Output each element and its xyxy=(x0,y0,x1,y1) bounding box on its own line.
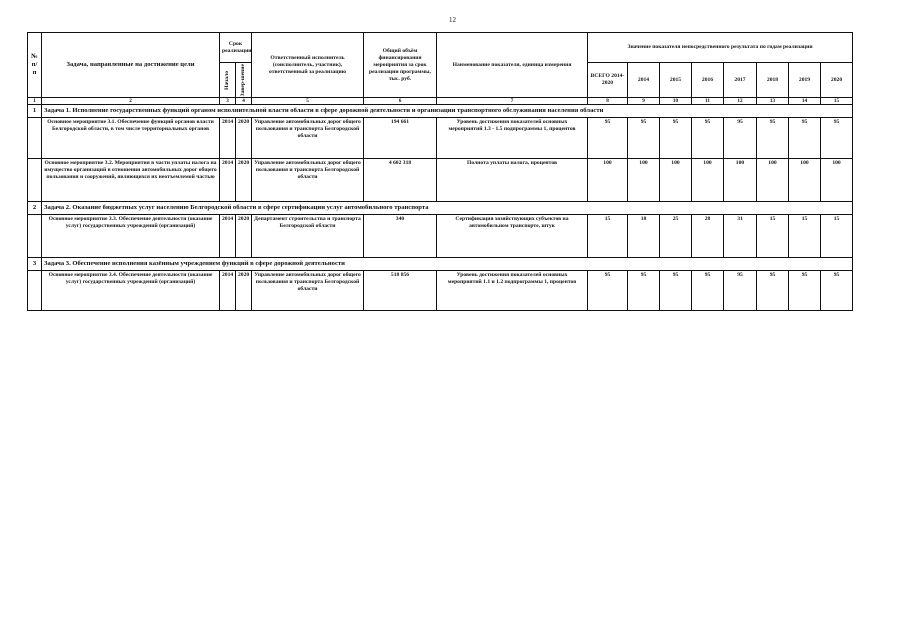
column-number: 10 xyxy=(660,98,692,105)
header-year: 2017 xyxy=(724,63,757,98)
value-year: 100 xyxy=(821,159,853,202)
indicator-name: Уровень достижения показателей основных мероприятий 1.3 - 1.5 подпрограммы 1, процентов xyxy=(437,118,588,159)
column-number: 6 xyxy=(364,98,437,105)
header-year: 2019 xyxy=(789,63,821,98)
header-indicator: Наименование показателя, единица измерения xyxy=(437,33,588,98)
term-start: 2014 xyxy=(220,118,236,159)
task-number: 2 xyxy=(28,202,42,215)
indicator-name: Полнота уплаты налога, процентов xyxy=(437,159,588,202)
term-end: 2020 xyxy=(236,271,252,311)
value-year: 95 xyxy=(757,118,789,159)
column-number: 8 xyxy=(588,98,628,105)
header-year: 2014 xyxy=(628,63,660,98)
column-number: 1 xyxy=(28,98,42,105)
indicator-name: Сертификация хозяйствующих субъектов на автомобильном транспорте, штук xyxy=(437,215,588,258)
task-title: Задача 2. Оказание бюджетных услуг населению Белгородской области в сфере сертификации услуг автомобильного транспорта xyxy=(42,202,853,215)
value-year: 31 xyxy=(724,215,757,258)
header-year: 2016 xyxy=(692,63,724,98)
term-start: 2014 xyxy=(220,271,236,311)
task-number: 3 xyxy=(28,258,42,271)
header-volume: Общий объём финансирования мероприятия за срок реализации программы, тыс. руб. xyxy=(364,33,437,98)
header-executor: Ответственный исполнитель (соисполнитель, участник), ответственный за реализацию xyxy=(252,33,364,98)
term-start: 2014 xyxy=(220,215,236,258)
value-total: 15 xyxy=(588,215,628,258)
column-number: 15 xyxy=(821,98,853,105)
term-end: 2020 xyxy=(236,159,252,202)
task-row xyxy=(28,258,853,271)
column-number-row xyxy=(28,98,853,105)
column-number: 2 xyxy=(42,98,220,105)
funding-volume: 194 661 xyxy=(364,118,437,159)
table-row xyxy=(28,215,853,258)
table-row xyxy=(28,118,853,159)
value-year: 95 xyxy=(692,271,724,311)
table-row xyxy=(28,271,853,311)
value-year: 15 xyxy=(789,215,821,258)
executor: Управление автомобильных дорог общего пользования и транспорта Белгородской области xyxy=(252,271,364,311)
value-total: 95 xyxy=(588,271,628,311)
value-year: 15 xyxy=(757,215,789,258)
value-year: 95 xyxy=(724,118,757,159)
header-total: ВСЕГО 2014-2020 xyxy=(588,63,628,98)
value-year: 95 xyxy=(660,271,692,311)
value-year: 95 xyxy=(821,118,853,159)
header-task: Задача, направленные на достижение цели xyxy=(42,33,220,98)
value-total: 95 xyxy=(588,118,628,159)
task-title: Задача 3. Обеспечение исполнения казённым учреждением функций в сфере дорожной деятельности xyxy=(42,258,853,271)
value-year: 100 xyxy=(692,159,724,202)
executor: Управление автомобильных дорог общего пользования и транспорта Белгородской области xyxy=(252,159,364,202)
measure-name: Основное мероприятие 3.4. Обеспечение деятельности (оказание услуг) государственных учреждений (организаций) xyxy=(42,271,220,311)
value-year: 95 xyxy=(789,271,821,311)
term-start: 2014 xyxy=(220,159,236,202)
value-total: 100 xyxy=(588,159,628,202)
column-number: 12 xyxy=(724,98,757,105)
column-number: 14 xyxy=(789,98,821,105)
value-year: 15 xyxy=(821,215,853,258)
column-number: 5 xyxy=(252,98,364,105)
value-year: 95 xyxy=(821,271,853,311)
value-year: 100 xyxy=(660,159,692,202)
value-year: 100 xyxy=(724,159,757,202)
header-values-group: Значение показателя непосредственного результата по годам реализации xyxy=(588,33,853,63)
task-title: Задача 1. Исполнение государственных функций органом исполнительной власти области в сфере дорожной деятельности и организации транспортного обслуживания населения области xyxy=(42,105,853,118)
value-year: 18 xyxy=(628,215,660,258)
header-term-start: Начало xyxy=(220,63,236,98)
task-row xyxy=(28,202,853,215)
column-number: 3 xyxy=(220,98,236,105)
header-num: № п/п xyxy=(28,33,42,98)
funding-volume: 518 856 xyxy=(364,271,437,311)
value-year: 95 xyxy=(628,271,660,311)
header-year: 2018 xyxy=(757,63,789,98)
header-term-end: Завер-шение xyxy=(236,63,252,98)
value-year: 100 xyxy=(628,159,660,202)
column-number: 7 xyxy=(437,98,588,105)
table-row xyxy=(28,159,853,202)
executor: Департамент строительства и транспорта Белгородской области xyxy=(252,215,364,258)
value-year: 95 xyxy=(757,271,789,311)
value-year: 100 xyxy=(789,159,821,202)
value-year: 95 xyxy=(724,271,757,311)
funding-volume: 4 602 318 xyxy=(364,159,437,202)
results-table xyxy=(27,32,853,311)
column-number: 9 xyxy=(628,98,660,105)
value-year: 25 xyxy=(660,215,692,258)
value-year: 95 xyxy=(660,118,692,159)
measure-name: Основное мероприятие 3.1. Обеспечение функций органов власти Белгородской области, в том числе территориальных органов xyxy=(42,118,220,159)
measure-name: Основное мероприятие 3.3. Обеспечение деятельности (оказание услуг) государственных учреждений (организаций) xyxy=(42,215,220,258)
header-year: 2015 xyxy=(660,63,692,98)
header-year: 2020 xyxy=(821,63,853,98)
value-year: 95 xyxy=(692,118,724,159)
value-year: 95 xyxy=(628,118,660,159)
page-number: 12 xyxy=(449,16,456,24)
value-year: 28 xyxy=(692,215,724,258)
column-number: 13 xyxy=(757,98,789,105)
column-number: 11 xyxy=(692,98,724,105)
executor: Управление автомобильных дорог общего пользования и транспорта Белгородской области xyxy=(252,118,364,159)
measure-name: Основное мероприятие 3.2. Мероприятия в части уплаты налога на имущество организаций в отношении автомобильных дорог общего пользования и сооружений, являющихся их неотъемлемой частью xyxy=(42,159,220,202)
task-row xyxy=(28,105,853,118)
funding-volume: 340 xyxy=(364,215,437,258)
value-year: 95 xyxy=(789,118,821,159)
indicator-name: Уровень достижения показателей основных мероприятий 1.1 и 1.2 подпрограммы 1, процентов xyxy=(437,271,588,311)
task-number: 1 xyxy=(28,105,42,118)
term-end: 2020 xyxy=(236,118,252,159)
header-term: Срок реализации xyxy=(220,33,252,63)
column-number: 4 xyxy=(236,98,252,105)
term-end: 2020 xyxy=(236,215,252,258)
value-year: 100 xyxy=(757,159,789,202)
